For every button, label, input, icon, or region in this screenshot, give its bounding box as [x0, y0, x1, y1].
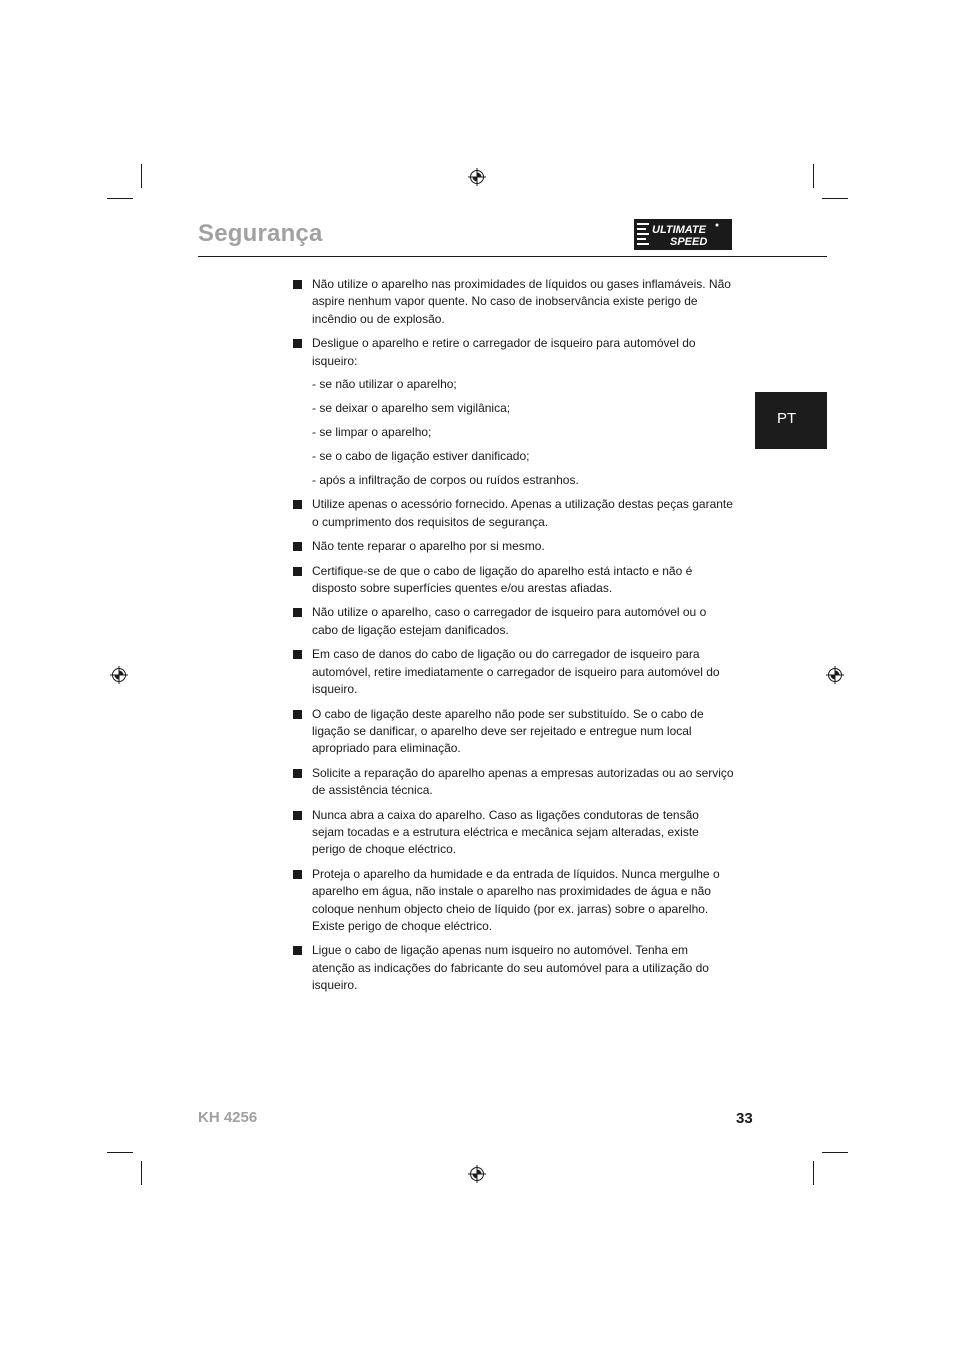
- square-bullet-icon: [293, 567, 302, 576]
- list-item: [292, 538, 734, 555]
- list-item: [292, 807, 734, 859]
- list-item-text: Certifique-se de que o cabo de ligação do aparelho está intacto e não é disposto sobre superfícies quentes e/ou arestas afiadas.: [312, 563, 693, 596]
- brand-logo: [634, 219, 732, 250]
- square-bullet-icon: [293, 542, 302, 551]
- list-item: [292, 563, 734, 598]
- list-item: [292, 866, 734, 936]
- square-bullet-icon: [293, 946, 302, 955]
- list-item-text: Utilize apenas o acessório fornecido. Apenas a utilização destas peças garante o cumprimento dos requisitos de segurança.: [312, 497, 733, 529]
- language-tab-label: PT: [777, 410, 797, 427]
- svg-text:ULTIMATE: ULTIMATE: [652, 224, 706, 236]
- list-item-text: Não utilize o aparelho, caso o carregador de isqueiro para automóvel ou o cabo de ligação estejam danificados.: [312, 605, 707, 637]
- square-bullet-icon: [293, 650, 302, 659]
- registration-mark-icon: [110, 666, 128, 684]
- page-title: Segurança: [198, 220, 323, 247]
- page-number: 33: [736, 1110, 753, 1127]
- list-item: [292, 335, 734, 489]
- list-item: [292, 646, 734, 698]
- list-item-text: Em caso de danos do cabo de ligação ou do carregador de isqueiro para automóvel, retire imediatamente o carregador de isqueiro para automóvel do isqueiro.: [312, 647, 720, 697]
- square-bullet-icon: [293, 500, 302, 509]
- list-item: [292, 765, 734, 800]
- language-tab: [755, 392, 827, 449]
- list-item-text: Nunca abra a caixa do aparelho. Caso as ligações condutoras de tensão sejam tocadas e a estrutura eléctrica e mecânica sejam alteradas, existe perigo de choque eléctrico.: [312, 807, 699, 857]
- crop-mark: [822, 1152, 848, 1153]
- square-bullet-icon: [293, 870, 302, 879]
- crop-mark: [822, 198, 848, 199]
- list-item-text: Não tente reparar o aparelho por si mesmo.: [312, 539, 545, 554]
- crop-mark: [107, 1152, 133, 1153]
- sub-list-item: - após a infiltração de corpos ou ruídos estranhos.: [312, 473, 579, 488]
- list-item-text: Não utilize o aparelho nas proximidades de líquidos ou gases inflamáveis. Não aspire nenhum vapor quente. No caso de inobservância existe perigo de incêndio ou de explosão.: [312, 277, 731, 326]
- header-rule: [198, 256, 827, 257]
- list-item-text: O cabo de ligação deste aparelho não pode ser substituído. Se o cabo de ligação se danificar, o aparelho deve ser rejeitado e entregue num local apropriado para eliminação.: [312, 706, 704, 756]
- square-bullet-icon: [293, 769, 302, 778]
- crop-mark: [107, 198, 133, 199]
- square-bullet-icon: [293, 280, 302, 289]
- list-item-text: Desligue o aparelho e retire o carregador de isqueiro para automóvel do isqueiro:: [312, 336, 696, 368]
- registration-mark-icon: [468, 168, 486, 186]
- list-item-text: Proteja o aparelho da humidade e da entrada de líquidos. Nunca mergulhe o aparelho em água, não instale o aparelho nas proximidades de água e não coloque nenhum objecto cheio de líquido (por ex. jarras) sobre o aparelho. Existe perigo de choque eléctrico.: [312, 866, 720, 933]
- list-item: [292, 496, 734, 531]
- list-item: [292, 706, 734, 758]
- square-bullet-icon: [293, 811, 302, 820]
- crop-mark: [813, 164, 814, 188]
- crop-mark: [141, 1161, 142, 1185]
- sub-list-item: - se não utilizar o aparelho;: [312, 377, 457, 392]
- square-bullet-icon: [293, 339, 302, 348]
- registration-mark-icon: [826, 666, 844, 684]
- list-item: [292, 942, 734, 994]
- safety-list: [292, 276, 734, 1002]
- svg-text:SPEED: SPEED: [670, 236, 708, 248]
- square-bullet-icon: [293, 608, 302, 617]
- sub-list-item: - se o cabo de ligação estiver danificado;: [312, 449, 530, 464]
- list-item-text: Ligue o cabo de ligação apenas num isqueiro no automóvel. Tenha em atenção as indicações do fabricante do seu automóvel para a utilização do isqueiro.: [312, 943, 709, 993]
- sub-list: [312, 376, 734, 489]
- registration-mark-icon: [468, 1165, 486, 1183]
- square-bullet-icon: [293, 710, 302, 719]
- list-item-text: Solicite a reparação do aparelho apenas a empresas autorizadas ou ao serviço de assistência técnica.: [312, 765, 734, 798]
- list-item: [292, 276, 734, 328]
- crop-mark: [141, 164, 142, 188]
- crop-mark: [813, 1161, 814, 1185]
- sub-list-item: - se deixar o aparelho sem vigilânica;: [312, 401, 511, 416]
- model-number: KH 4256: [198, 1109, 258, 1126]
- list-item: [292, 604, 734, 639]
- sub-list-item: - se limpar o aparelho;: [312, 425, 432, 440]
